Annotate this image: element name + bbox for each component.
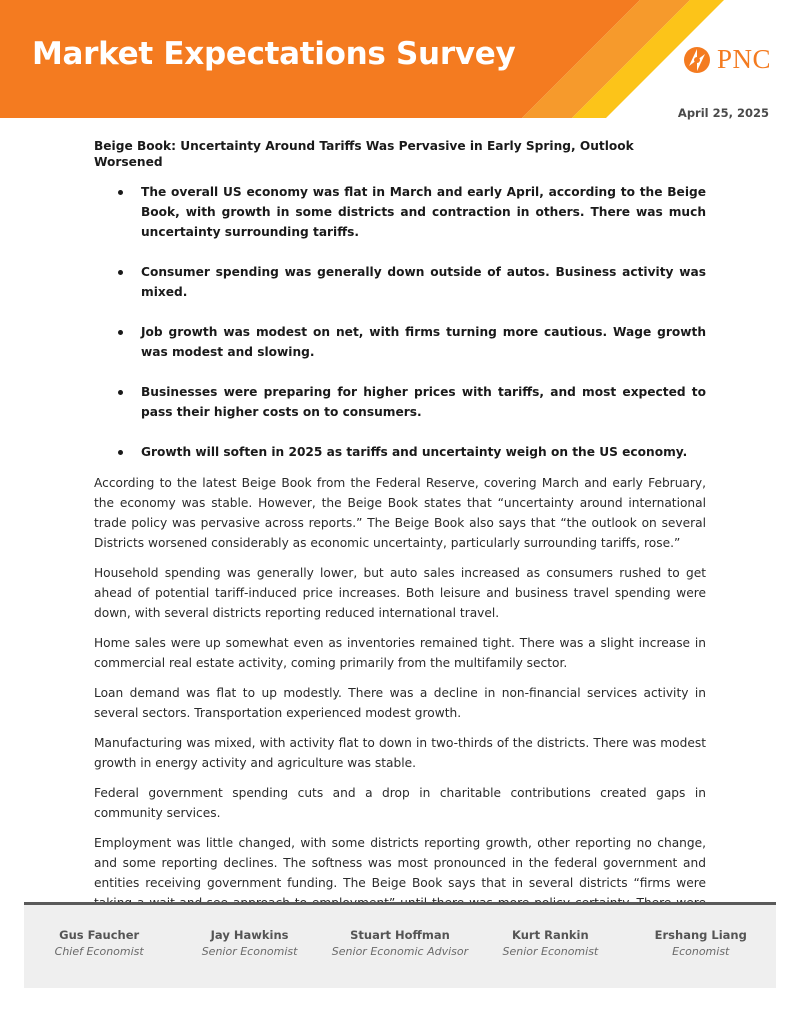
key-point xyxy=(94,322,706,362)
key-point xyxy=(94,182,706,242)
body-paragraph: According to the latest Beige Book from the Federal Reserve, covering March and early February, the economy was stable. However, the Beige Book states that “uncertainty around international trade policy was pervasive across reports.” The Beige Book also says that “the outlook on several Districts worsened considerably as economic uncertainty, particularly surrounding tariffs, rose.” xyxy=(94,476,706,550)
bullet-icon xyxy=(118,190,123,195)
article-body xyxy=(94,138,706,933)
economist-card xyxy=(475,927,625,961)
key-point xyxy=(94,442,706,462)
body-paragraph: Manufacturing was mixed, with activity flat to down in two-thirds of the districts. There was modest growth in energy activity and agriculture was stable. xyxy=(94,736,706,770)
bullet-icon xyxy=(118,390,123,395)
economist-card xyxy=(175,927,325,961)
bullet-icon xyxy=(118,330,123,335)
key-point xyxy=(94,262,706,302)
key-point-text: Growth will soften in 2025 as tariffs and uncertainty weigh on the US economy. xyxy=(141,445,688,459)
pnc-logo-text: PNC xyxy=(717,44,772,74)
economist-name: Gus Faucher xyxy=(59,928,140,942)
header-banner xyxy=(0,0,800,118)
economist-card xyxy=(325,927,475,961)
body-paragraph: Household spending was generally lower, but auto sales increased as consumers rushed to get ahead of potential tariff-induced price increases. Both leisure and business travel spending were down, with several districts reporting reduced international travel. xyxy=(94,566,706,620)
key-point-text: Businesses were preparing for higher prices with tariffs, and most expected to pass their higher costs on to consumers. xyxy=(141,385,706,419)
economist-name: Jay Hawkins xyxy=(210,928,289,942)
bullet-icon xyxy=(118,270,123,275)
body-paragraph: Home sales were up somewhat even as inventories remained tight. There was a slight increase in commercial real estate activity, coming primarily from the multifamily sector. xyxy=(94,636,706,670)
economist-card xyxy=(626,927,776,961)
economist-name: Kurt Rankin xyxy=(512,928,589,942)
key-point-text: The overall US economy was flat in March and early April, according to the Beige Book, with growth in some districts and contraction in others. There was much uncertainty surrounding tariffs. xyxy=(141,185,706,239)
article-title: Beige Book: Uncertainty Around Tariffs Was Pervasive in Early Spring, Outlook Worsened xyxy=(94,139,634,169)
economist-name: Stuart Hoffman xyxy=(350,928,450,942)
bullet-icon xyxy=(118,450,123,455)
economist-title: Senior Economic Advisor xyxy=(331,945,469,958)
pnc-logo-icon xyxy=(682,45,712,75)
key-point xyxy=(94,382,706,422)
economist-footer xyxy=(24,902,776,988)
pnc-logo xyxy=(682,44,771,75)
economist-name: Ershang Liang xyxy=(654,928,747,942)
body-paragraph: Employment was little changed, with some districts reporting growth, other reporting no change, and some reporting declines. The softness was most pronounced in the federal government and entities receiving government funding. The Beige Book says that in several districts “firms were xyxy=(94,836,706,890)
key-points-list xyxy=(94,182,706,462)
report-title: Market Expectations Survey xyxy=(32,36,516,72)
economist-title: Chief Economist xyxy=(54,945,144,958)
economist-card xyxy=(24,927,174,961)
key-point-text: Consumer spending was generally down outside of autos. Business activity was mixed. xyxy=(141,265,706,299)
report-date: April 25, 2025 xyxy=(677,106,769,120)
economist-title: Senior Economist xyxy=(201,945,298,958)
body-paragraph: Federal government spending cuts and a drop in charitable contributions created gaps in community services. xyxy=(94,786,706,820)
economist-title: Senior Economist xyxy=(502,945,599,958)
economist-title: Economist xyxy=(672,945,730,958)
body-paragraph: Loan demand was flat to up modestly. There was a decline in non-financial services activity in several sectors. Transportation experienced modest growth. xyxy=(94,686,706,720)
key-point-text: Job growth was modest on net, with firms turning more cautious. Wage growth was modest and slowing. xyxy=(141,325,706,359)
